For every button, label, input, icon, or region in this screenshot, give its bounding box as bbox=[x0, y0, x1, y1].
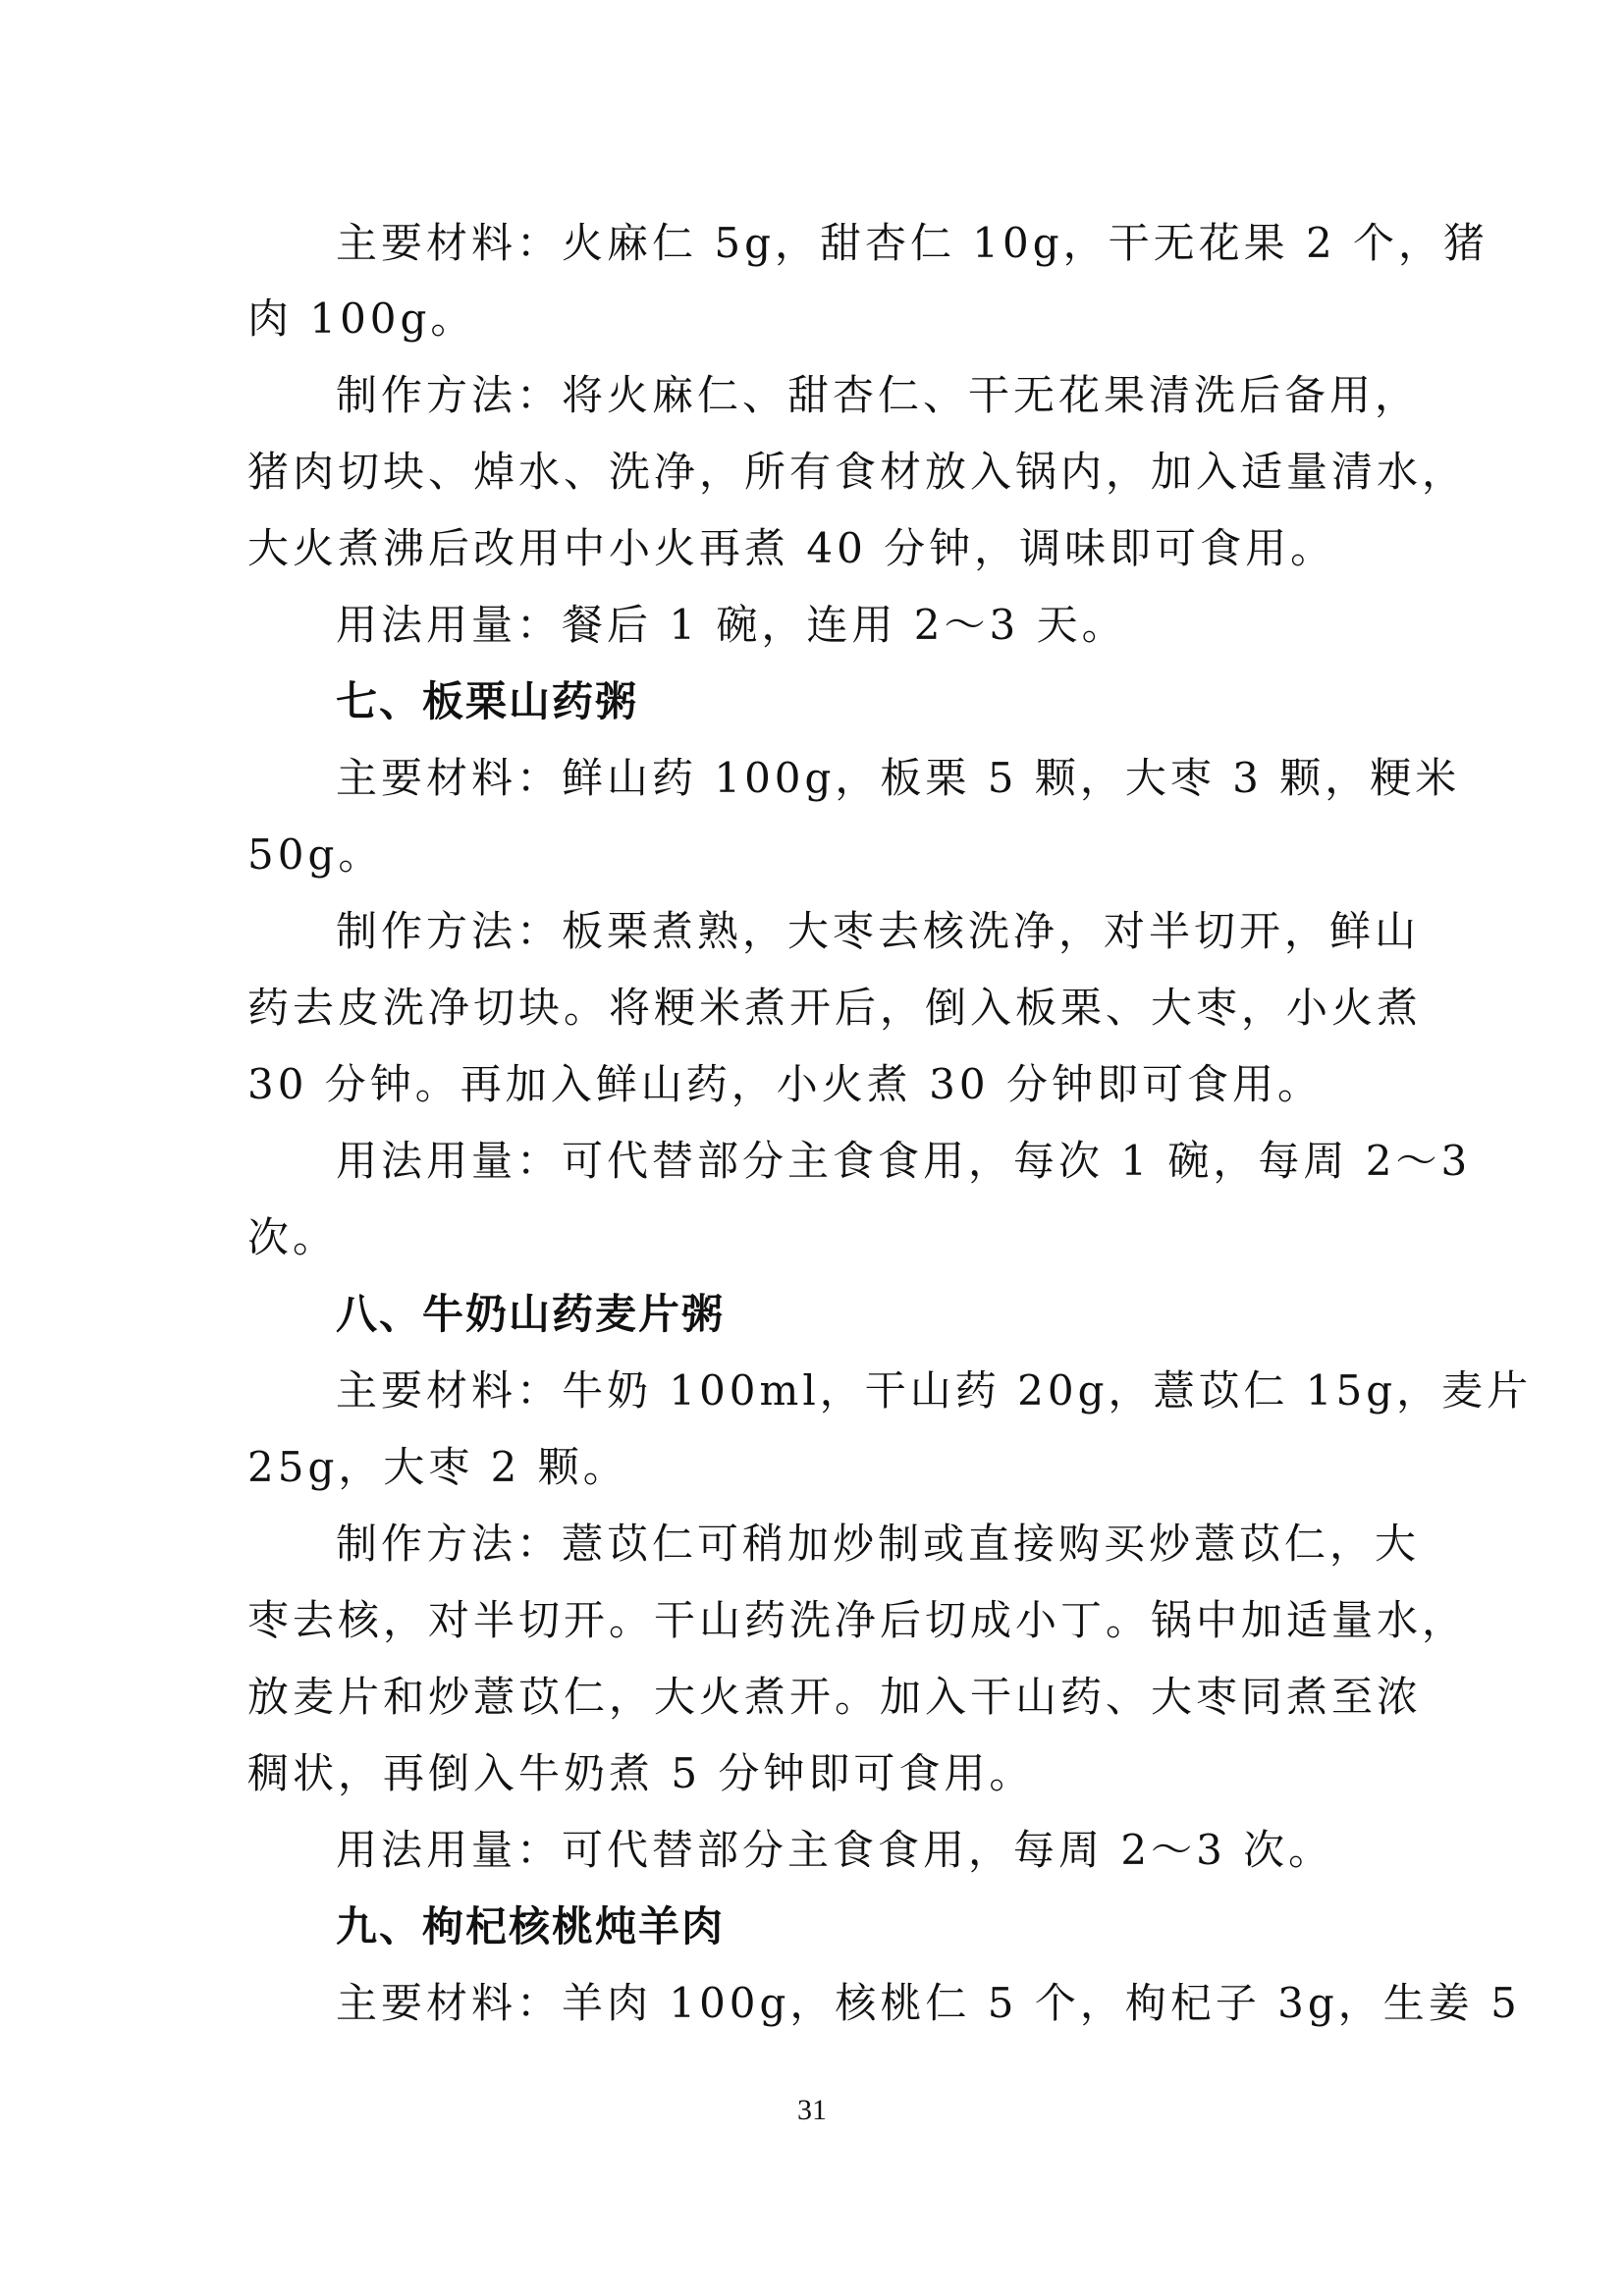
text-line: 用法用量：可代替部分主食食用，每次 1 碗，每周 2～3 bbox=[336, 1137, 1472, 1185]
text-line: 次。 bbox=[247, 1213, 339, 1261]
text-line: 制作方法：薏苡仁可稍加炒制或直接购买炒薏苡仁，大 bbox=[336, 1520, 1421, 1568]
text-line: 药去皮洗净切块。将粳米煮开后，倒入板栗、大枣，小火煮 bbox=[247, 984, 1423, 1032]
text-line: 放麦片和炒薏苡仁，大火煮开。加入干山药、大枣同煮至浓 bbox=[247, 1673, 1423, 1721]
text-line: 30 分钟。再加入鲜山药，小火煮 30 分钟即可食用。 bbox=[247, 1060, 1323, 1108]
text-line: 制作方法：板栗煮熟，大枣去核洗净，对半切开，鲜山 bbox=[336, 907, 1421, 955]
text-line: 主要材料：鲜山药 100g，板栗 5 颗，大枣 3 颗，粳米 bbox=[336, 754, 1461, 802]
text-line: 大火煮沸后改用中小火再煮 40 分钟，调味即可食用。 bbox=[247, 524, 1336, 572]
text-line: 用法用量：可代替部分主食食用，每周 2～3 次。 bbox=[336, 1826, 1334, 1874]
text-line: 主要材料：羊肉 100g，核桃仁 5 个，枸杞子 3g，生姜 5 bbox=[336, 1979, 1521, 2027]
section-heading: 八、牛奶山药麦片粥 bbox=[336, 1290, 726, 1338]
text-line: 50g。 bbox=[247, 830, 384, 879]
text-line: 25g，大枣 2 颗。 bbox=[247, 1443, 628, 1491]
page-number: 31 bbox=[797, 2094, 827, 2126]
text-line: 猪肉切块、焯水、洗净，所有食材放入锅内，加入适量清水， bbox=[247, 448, 1468, 496]
text-line: 稠状，再倒入牛奶煮 5 分钟即可食用。 bbox=[247, 1749, 1035, 1797]
text-line: 制作方法：将火麻仁、甜杏仁、干无花果清洗后备用， bbox=[336, 371, 1421, 419]
text-line: 枣去核，对半切开。干山药洗净后切成小丁。锅中加适量水， bbox=[247, 1596, 1468, 1644]
text-line: 主要材料：牛奶 100ml，干山药 20g，薏苡仁 15g，麦片 bbox=[336, 1366, 1533, 1415]
text-line: 用法用量：餐后 1 碗，连用 2～3 天。 bbox=[336, 601, 1127, 649]
section-heading: 九、枸杞核桃炖羊肉 bbox=[336, 1902, 726, 1950]
section-heading: 七、板栗山药粥 bbox=[336, 677, 639, 725]
text-line: 主要材料：火麻仁 5g，甜杏仁 10g，干无花果 2 个，猪 bbox=[336, 219, 1489, 267]
text-line: 肉 100g。 bbox=[247, 294, 476, 343]
